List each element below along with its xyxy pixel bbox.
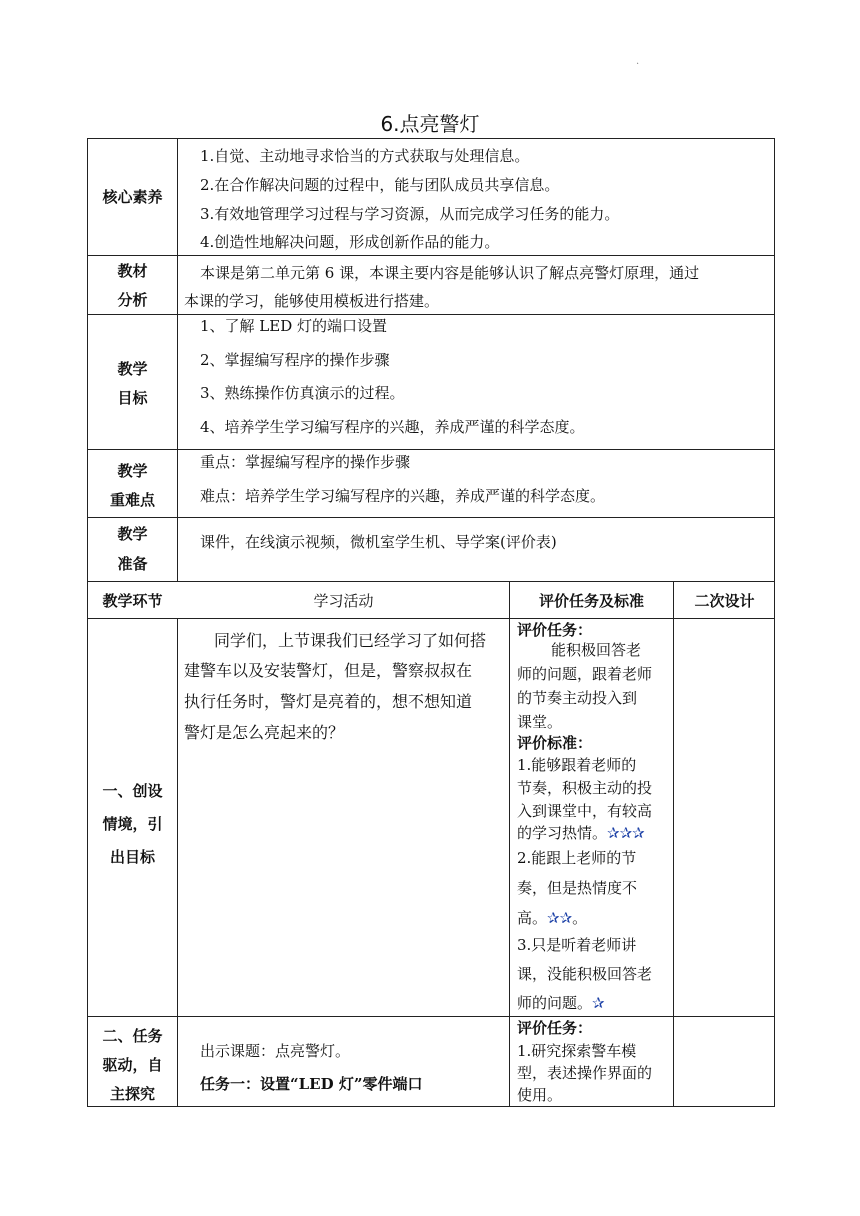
header-stage: 教学环节 [102,592,163,610]
core-item: 2.在合作解决问题的过程中，能与团队成员共享信息。 [200,176,560,194]
stage2-eval-line: 使用。 [517,1086,563,1104]
core-item: 1.自觉、主动地寻求恰当的方式获取与处理信息。 [200,147,530,165]
row-divider [87,517,775,518]
stage1-std3-text: 师的问题。 [517,994,593,1012]
stage1-eval-std-title: 评价标准： [517,734,593,752]
analysis-text: 本课是第二单元第 6 课，本课主要内容是能够认识了解点亮警灯原理，通过 [200,264,700,282]
col-divider [673,581,674,1107]
stage1-activity-line: 执行任务时，警灯是亮着的，想不想知道 [184,692,473,711]
lesson-table [87,138,775,1107]
analysis-label: 分析 [117,291,148,309]
stage1-eval-task-line: 师的问题，跟着老师 [517,665,653,683]
row-divider [87,581,775,582]
stage2-eval-line: 型，表述操作界面的 [517,1064,653,1082]
star-icon: ✰✰ [547,909,573,927]
stage2-task-1: 任务一：设置“LED 灯”零件端口 [200,1075,423,1093]
col-divider [177,138,178,581]
goal-item: 2、掌握编写程序的操作步骤 [200,351,390,369]
stage1-eval-task-line: 能积极回答老 [551,641,642,659]
col-divider [509,581,510,1107]
stage2-eval-task-title: 评价任务： [517,1019,593,1037]
col-divider [177,618,178,1107]
stage1-std1-line: 入到课堂中，有较高 [517,802,653,820]
stage2-topic: 出示课题：点亮警灯。 [200,1042,351,1060]
prep-label: 准备 [117,555,148,573]
row-divider [87,449,775,450]
stage1-std3-line: 3.只是听着老师讲 [517,936,637,954]
row-divider [87,255,775,256]
goal-item: 1、了解 LED 灯的端口设置 [200,317,388,335]
row-divider [87,618,775,619]
stage1-std2-end: 。 [572,909,588,927]
stage1-name: 出目标 [109,848,155,866]
analysis-text: 本课的学习，能够使用模板进行搭建。 [184,292,440,310]
goal-item: 3、熟练操作仿真演示的过程。 [200,384,405,402]
stage1-eval-task-title: 评价任务： [517,621,593,639]
page-title: 6.点亮警灯 [380,112,480,136]
stage2-name: 主探究 [109,1085,155,1103]
stage1-std1-line [517,823,645,843]
stage1-activity-line: 建警车以及安装警灯，但是，警察叔叔在 [184,661,473,680]
stage1-std2-line: 2.能跟上老师的节 [517,849,637,867]
core-label: 核心素养 [102,188,163,206]
goal-item: 4、培养学生学习编写程序的兴趣，养成严谨的科学态度。 [200,418,585,436]
stage2-eval-line: 1.研究探索警车模 [517,1042,637,1060]
keypoints-label: 教学 [117,462,148,480]
star-icon: ✰✰✰ [607,824,645,842]
header-activity: 学习活动 [313,592,374,610]
stage1-std3-line [517,993,605,1013]
header-evaluation: 评价任务及标准 [538,592,644,610]
prep-label: 教学 [117,525,148,543]
stage2-name: 驱动，自 [102,1056,163,1074]
stage1-std1-text: 的学习热情。 [517,824,608,842]
stage1-name: 一、创设 [102,782,163,800]
prep-text: 课件，在线演示视频，微机室学生机、导学案(评价表) [200,533,557,551]
stage2-name: 二、任务 [102,1027,163,1045]
stage1-name: 情境，引 [102,815,163,833]
stage1-std1-line: 1.能够跟着老师的 [517,756,637,774]
core-item: 3.有效地管理学习过程与学习资源，从而完成学习任务的能力。 [200,205,620,223]
stage1-activity-line: 警灯是怎么亮起来的？ [184,723,345,742]
stage1-std2-line [517,908,587,928]
stage1-std2-line: 奏，但是热情度不 [517,879,638,897]
analysis-label: 教材 [117,262,148,280]
difficult-point: 难点：培养学生学习编写程序的兴趣，养成严谨的科学态度。 [200,487,606,505]
goals-label: 教学 [117,360,148,378]
stage1-std1-line: 节奏，积极主动的投 [517,779,653,797]
page-mark: . [636,56,640,67]
stage1-std3-line: 课，没能积极回答老 [517,965,653,983]
row-divider [87,1016,775,1017]
star-icon: ✰ [592,994,605,1012]
goals-label: 目标 [117,389,148,407]
stage1-eval-task-line: 的节奏主动投入到 [517,689,638,707]
core-item: 4.创造性地解决问题，形成创新作品的能力。 [200,233,500,251]
stage1-activity-line: 同学们，上节课我们已经学习了如何搭 [214,631,487,650]
header-redesign: 二次设计 [694,592,755,610]
stage1-eval-task-line: 课堂。 [517,713,563,731]
row-divider [87,314,775,315]
keypoints-label: 重难点 [109,491,155,509]
stage1-std2-text: 高。 [517,909,548,927]
key-point: 重点：掌握编写程序的操作步骤 [200,453,411,471]
